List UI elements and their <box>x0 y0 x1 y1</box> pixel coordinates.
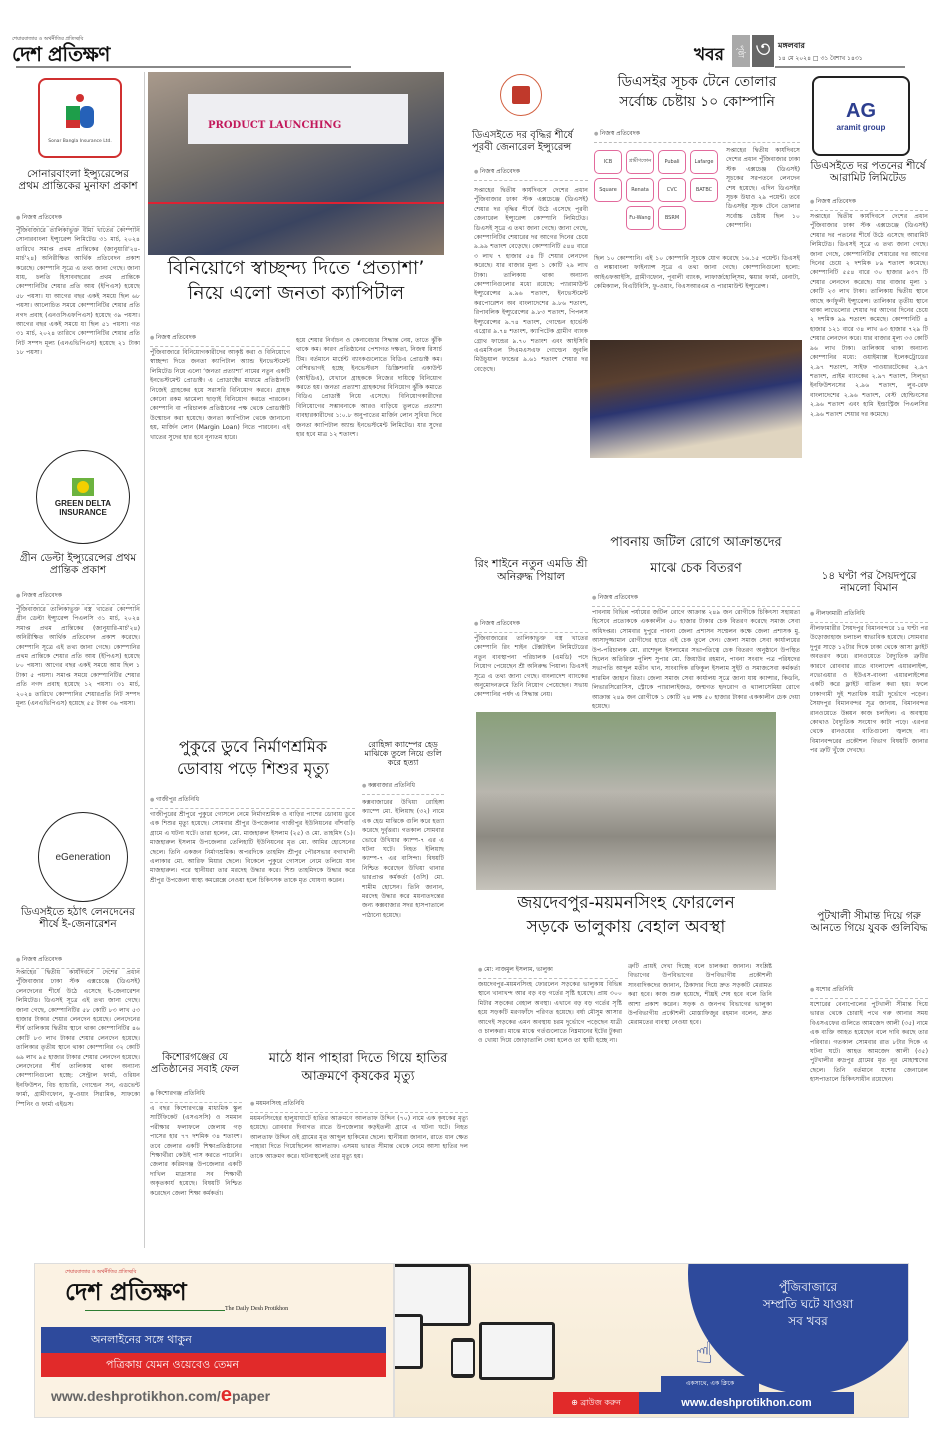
company-logo-tile: Renata <box>626 178 654 202</box>
egeneration-byline: ● নিজস্ব প্রতিবেদক <box>16 954 140 969</box>
joydevpur-body-col2: ত্রুটি প্রায়ই দেখা দিচ্ছে বলে চালকরা জানান। সংশ্লিষ্ট বিভাগের উপবিভাগের উপবিভাগীয় প্রকৌশলী সাংবাদিকদের জানান, ঠিকাদার দিয়ে দ্রুত সড়কটি মেরামত করা হবে। কাজ শুরু হয়েছে, শীঘ্রই শেষ হবে বলে তিনি আশা প্রকাশ করেন। সড়ক ও জনপথ বিভাগের ভালুকা উপবিভাগীয় প্রকৌশলী মোস্তাফিজুর রহমান বলেন, দ্রুত মেরামতের ব্যবস্থা নেওয়া হবে। <box>628 963 772 1027</box>
elephant-headline-2[interactable]: আক্রমণে কৃষকের মৃত্যু <box>301 1069 415 1084</box>
pond-headline-1[interactable]: পুকুরে ডুবে নির্মাণশ্রমিক <box>178 737 328 756</box>
aramit-headline[interactable]: ডিএসইতে দর পতনের শীর্ষে আরামিট লিমিটেড <box>810 160 926 185</box>
pond-byline: ● গাজীপুর প্রতিনিধি <box>150 794 355 809</box>
news-circle <box>688 1263 909 1394</box>
janata-capital-byline: ● নিজস্ব প্রতিবেদক <box>150 332 290 347</box>
saidpur-body: নীলফামারীর সৈয়দপুর বিমানবন্দরে ১৪ ঘণ্টা পর উড়োজাহাজ চলাচল স্বাভাবিক হয়েছে। সোমবার দুপুর সাড়ে ১২টার দিকে ঢাকা থেকে আসা ফ্লাইট অবতরণ করে। রানওয়েতে বৈদ্যুতিক ত্রুটির কারণে রোববার রাতে বাংলাদেশ এয়ারলাইন্স, নভোএয়ার ও ইউএস-বাংলা এয়ারলাইন্সের একটি করে ফ্লাইট বাতিল করা হয়। ফলে ঢাকাগামী দুই শতাধিক যাত্রী দুর্ভোগে পড়েন। সৈয়দপুর বিমানবন্দর সূত্র জানায়, বিমানবন্দর রানওয়েতে উন্নয়ন কাজ চলছিল। এ অবস্থায় কোথাও বৈদ্যুতিক সংযোগ কাটা পড়ে। এরপর থেকে রানওয়ের বাতিগুলো জ্বলছে না। বিমানবন্দরের প্রকৌশল বিভাগ বিষয়টি জানার পর ত্রুটি খুঁজে দেখছে। <box>810 625 928 755</box>
rohingya-byline: ● কক্সবাজার প্রতিনিধি <box>362 780 444 795</box>
green-delta-headline[interactable]: গ্রীন ডেল্টা ইন্স্যুরেন্সের প্রথম প্রান্তিক প্রকাশ <box>19 552 137 577</box>
company-logo-tile: গ্রামীণফোন <box>626 150 654 174</box>
rohingya-headline[interactable]: রোহিঙ্গা ক্যাম্পের হেড মাঝিকে তুলে নিয়ে গুলি করে হত্যা <box>364 740 442 768</box>
road-photo <box>476 712 776 890</box>
company-logo-tile: Lafarge <box>690 150 718 174</box>
dse-top10-headline-2[interactable]: সর্বোচ্চ চেষ্টায় ১০ কোম্পানি <box>619 94 775 110</box>
ad-band-online: অনলাইনের সঙ্গে থাকুন <box>41 1327 386 1353</box>
column-divider <box>144 72 145 1248</box>
circle-text-1: পুঁজিবাজারে <box>778 1280 838 1294</box>
purabi-headline[interactable]: ডিএসইতে দর বৃদ্ধির শীর্ষে পূরবী জেনারেল ইন্স্যুরেন্স <box>472 130 574 153</box>
kishoreganj-body: এ বছর কিশোরগঞ্জে মাধ্যমিক স্কুল সার্টিফিকেট (এসএসসি) ও সমমান পরীক্ষার ফলাফলে জেলায় গড় পাসের হার ৭৭ দশমিক ৩৪ শতাংশ। তবে জেলার একটি শিক্ষাপ্রতিষ্ঠানের শিক্ষার্থীরা কেউই পাস করতে পারেনি। জেলার করিমগঞ্জ উপজেলার একটি দাখিল মাদ্রাসার সব শিক্ষার্থী অকৃতকার্য হয়েছে। বিষয়টি নিশ্চিত করেছেন জেলা শিক্ষা কর্মকর্তা। <box>150 1105 242 1197</box>
aramit-body: সপ্তাহের দ্বিতীয় কার্যদিবসে দেশের প্রধান পুঁজিবাজার ঢাকা স্টক এক্সচেঞ্জে (ডিএসই) শেয়ার দর পতনের শীর্ষে উঠে এসেছে আরামিট লিমিটেড। ডিএসই সূত্রে এ তথ্য জানা গেছে। জানা গেছে, কোম্পানিটির শেয়ারের দর আগের দিনের চেয়ে ২ দশমিক ৮৯ শতাংশ কমেছে। কোম্পানিটি ৫৫৪ বারে ৩০ হাজার ৯৩৭ টি শেয়ার লেনদেন করেছে। যার বাজার মূল্য ১ কোটি ২৩ লাখ টাকা। তালিকায় দ্বিতীয় স্থানে আছে কর্ণফুলী ইন্স্যুরেন্স। তালিকার তৃতীয় স্থানে থাকা লাভেলোর শেয়ার দর আগের দিনের চেয়ে ২ দশমিক ৯৯ শতাংশ কমেছে। কোম্পানিটি ৪ হাজার ১২১ বারে ৩৪ লাখ ৬৩ হাজার ৭২৯ টি শেয়ার লেনদেন করে। যার বাজার মূল্য ৩৩ কোটি ৯৬ লাখ টাকা। তালিকায় থাকা অন্যান্য কোম্পানির মধ্যে: ওয়াইম্যাক্স ইলেকট্রোডের ২.৯৭ শতাংশ, সাইফ পাওয়ারটেকের ২.৯৭ শতাংশ, প্রাইম ব্যাংকের ২.৯৭ শতাংশ, সিল্ভা ইনফিউশনসের ২.৯৬ শতাংশ, লুব-রেফ বাংলাদেশের ২.৯৬ শতাংশ, বেস্ট হোল্ডিংসের ২.৯৬ শতাংশ এবং হামি ইন্ডাস্ট্রিজ পিএলসির ২.৯৬ শতাংশ শেয়ার দর কমেছে। <box>810 213 928 418</box>
ad-band-web: পত্রিকায় যেমন ওয়েবেও তেমন <box>41 1353 386 1377</box>
janata-capital-body-col2: হয়ে শেয়ার নির্বাচন ও কেনাবেচার সিদ্ধান্ত নেয়, তাতে ঝুঁকি থাকে কম। কারণ প্রতিষ্ঠানের পেশাগত দক্ষতা, নিজস্ব রিসার্চ টিম। বর্তমানে মার্চেন্ট ব্যাংকগুলোতে বিডিএ প্রোডাক্ট কম। বেশিরভাগই হচ্ছে ইনভেস্টরস ডিস্ক্রিশনারি একাউন্ট (আইডিএ), যেখানে গ্রাহককে নিজের দায়িত্বে বিনিয়োগ করতে হয়। জনতা প্রত্যাশা গ্রাহকদের বিনিয়োগ ঝুঁকি কমাতে বিডিএ প্রোডাক্ট নিয়ে এসেছে। বিনিয়োগকারীদের বিনিয়োগের সম্ভাবনাকে আরও বাড়িয়ে তুলতে প্রত্যাশা ব্যবহারকারীদের ১:০.৮ অনুপাতের মার্জিন লোন সুবিধা দিবে জনতা ক্যাপিটাল অ্যান্ড ইনভেস্টমেন্ট লিমিটেড। যার সুদের হার হবে মাত্র ১২ শতাংশ। <box>296 337 442 439</box>
ad-english-name: The Daily Desh Protikhon <box>225 1306 289 1312</box>
section-label: খবর <box>694 45 724 65</box>
company-logo-tile: ICB <box>594 150 622 174</box>
hand-pointer-icon: ☝ <box>695 1336 714 1371</box>
sonar-bangla-body: পুঁজিবাজারে তালিকাভুক্ত বীমা খাতের কোম্পানি সোনারবাংলা ইন্স্যুরেন্স লিমিটেড ৩১ মার্চ, ২০২৪ তারিখে সমাপ্ত প্রথম প্রান্তিকের (জানুয়ারি'২৪-মার্চ'২৪) অনিরীক্ষিত আর্থিক প্রতিবেদন প্রকাশ করেছে। কোম্পানি সূত্রে এ তথ্য জানা গেছে। জানা যায়, চলতি হিসাববছরের প্রথম প্রান্তিকে কোম্পানিটির শেয়ার প্রতি আয় (ইপিএস) হয়েছে ৫৮ পয়সা। যা আগের বছর একই সময়ে ছিল ৬৮ পয়সা। আলোচিত সময়ে কোম্পানিটির শেয়ার প্রতি নগদ প্রবাহ (এনওসিএফপিএস) হয়েছে ৩৯ পয়সা। আগের বছর একই সময়ে যা ছিল ৫১ পয়সা। গত ৩১ মার্চ, ২০২৪ তারিখে কোম্পানিটির শেয়ার প্রতি নিট সম্পদ মূল্য (এনএভিপিএস) হয়েছে ২১ টাকা ১৮ পয়সা। <box>16 227 140 357</box>
putkhali-byline: ● যশোর প্রতিনিধি <box>810 984 928 999</box>
circle-text-3: সব খবর <box>788 1314 828 1328</box>
dse-top10-body-side: সপ্তাহের দ্বিতীয় কার্যদিবসে দেশের প্রধান পুঁজিবাজার ঢাকা স্টক এক্সচেঞ্জ (ডিএসই) সূচকের সরপতনে লেনদেন শেষ হয়েছে। এদিন ডিএসইর সূচক উধাও ২৯ পয়েন্ট। তবে ডিএসইর সূচক টেনে তোলার সর্বোচ্চ চেষ্টায় ছিল ১০ কোম্পানি। <box>726 147 800 230</box>
sonar-bangla-byline: ● নিজস্ব প্রতিবেদক <box>16 212 140 227</box>
janata-capital-headline-1[interactable]: বিনিয়োগে স্বাচ্ছন্দ্য দিতে ‘প্রত্যাশা’ <box>167 257 425 279</box>
epaper-url-prefix: www.deshprotikhon.com/ <box>51 1388 221 1404</box>
egeneration-logo <box>38 812 128 902</box>
elephant-body: ময়মনসিংহের হালুয়াঘাটে হাতির আক্রমণে আলতাফ উদ্দিন (৭০) নামে এক কৃষকের মৃত্যু হয়েছে। রোববার দিবাগত রাতে উপজেলার কড়ইতলী গ্রামে এ ঘটনা ঘটে। নিহত আলতাফ উদ্দিন ওই গ্রামের মৃত আব্দুল হাকিমের ছেলে। স্থানীয়রা জানান, রাতে ধান ক্ষেত পাহারা দিতে গিয়েছিলেন আলতাফ। এসময় ভারত সীমান্ত থেকে নেমে আসা হাতির দল তাকে আক্রমণ করে। ঘটনাস্থলেই তার মৃত্যু হয়। <box>250 1115 468 1160</box>
epaper-url-suffix: paper <box>231 1388 271 1404</box>
tablet-icon <box>394 1314 423 1369</box>
header-date: ১৪ মে ২০২৪ □ ৩১ বৈশাখ ১৪৩১ <box>778 55 863 62</box>
kishoreganj-byline: ● কিশোরগঞ্জ প্রতিনিধি <box>150 1088 242 1103</box>
newspaper-logo[interactable]: দেশ প্রতিক্ষণ <box>12 42 110 66</box>
phone-icon <box>451 1338 475 1378</box>
janata-capital-headline-2[interactable]: নিয়ে এলো জনতা ক্যাপিটাল <box>187 282 405 304</box>
circle-text-2: সম্প্রতি ঘটে যাওয়া <box>762 1297 854 1311</box>
browse-label: ব্রাউজ করুন <box>580 1398 621 1407</box>
dse-top10-byline: ● নিজস্ব প্রতিবেদক <box>594 128 800 143</box>
green-delta-body: পুঁজিবাজারে তালিকাভুক্ত বস্ত্র খাতের কোম্পানি গ্রীন ডেল্টা ইন্স্যুরেন্স পিএলসি ৩১ মার্চ, ২০২৪ সমাপ্ত প্রথম প্রান্তিকের (জানুয়ারি-মার্চ'২৪) অনিরীক্ষিত আর্থিক প্রতিবেদন প্রকাশ করেছে। কোম্পানি সূত্রে এই তথ্য জানা গেছে। কোম্পানির প্রথম প্রান্তিকে শেয়ার প্রতি আয় (ইপিএস) হয়েছে ৮০ পয়সা। আগের বছর একই সময়ে আয় ছিল ১ টাকা ৫ পয়সা। সমাপ্ত সময়ে কোম্পানিটির শেয়ার প্রতি নগদ প্রবাহ হয়েছে ১২ পয়সা। ৩১ মার্চ, ২০২৪ তারিখে কোম্পানির শেয়ারপ্রতি নিট সম্পদ মূল্য (এনএভিপিএস) হয়েছে ৫৫ টাকা ৩৬ পয়সা। <box>16 606 140 708</box>
green-delta-mark-icon <box>72 478 94 496</box>
company-logo-tile: BATBC <box>690 178 718 202</box>
laptop-icon <box>479 1322 555 1380</box>
company-logo-tile: Square <box>594 178 622 202</box>
header-day: মঙ্গলবার <box>778 41 805 50</box>
dse-top10-logo-grid <box>594 150 718 230</box>
sonar-bangla-headline[interactable]: সোনারবাংলা ইন্স্যুরেন্সের প্রথম প্রান্তিকের মুনাফা প্রকাশ <box>18 168 138 193</box>
ad-logo: দেশ প্রতিক্ষণ <box>65 1277 187 1306</box>
epaper-url-e: e <box>220 1384 232 1406</box>
page-label: পৃষ্ঠা <box>732 35 750 67</box>
pabna-photo <box>590 340 802 458</box>
kishoreganj-headline[interactable]: কিশোরগঞ্জের যে প্রতিষ্ঠানের সবাই ফেল <box>150 1052 240 1075</box>
purabi-logo-mark-icon <box>512 86 530 104</box>
egeneration-headline[interactable]: ডিএসইতে হঠাৎ লেনদেনের শীর্ষে ই-জেনারেশন <box>20 906 136 931</box>
aramit-logo <box>812 76 910 156</box>
masthead-tagline: শেয়ারবাজার ও অর্থনীতির প্রতিচ্ছবি <box>12 36 84 42</box>
epaper-url[interactable] <box>51 1384 270 1407</box>
dse-top10-body: ছিল ১০ কোম্পানি। এই ১০ কোম্পানি সূচকে যোগ করেছে ১৬.১৫ পয়েন্ট। ডিএসই ও লঙ্কাবাংলা ফাইন্যান্স সূত্রে এ তথ্য জানা গেছে। কোম্পানিগুলো হলো: আইএফআইসি, গ্রামীণফোন, পূবালী ব্যাংক, লাফার্জহোল্সিম, স্কয়ার ফার্মা, রেনাটা, কেমিক্যাল, বিএটিবিসি, ফু-ওয়াং, বিএসআরএম ও পারামাউন্ট ইন্স্যুরেন্স। <box>594 255 800 291</box>
janata-capital-body-col1: পুঁজিবাজারে বিনিয়োগকারীদের আকৃষ্ট করা ও বিনিয়োগে স্বাচ্ছন্দ্য দিতে জনতা ক্যাপিটাল অ্যান্ড ইনভেস্টমেন্ট লিমিটেড নিয়ে এলো ‘জনতা প্রত্যাশা’ নামের নতুন একটি ইনভেস্টমেন্ট প্রোডাক্ট। এ প্রোডাক্টের মাধ্যমে প্রতিষ্ঠানটি নিজেই গ্রাহকের হয়ে সরাসরি বিনিয়োগ করবে। গ্রাহক কোনো রকম ঝামেলা ছাড়াই বিনিয়োগ করতে পারবেন। কোম্পানি বা পরিচালক প্রতিষ্ঠানের পক্ষ থেকে প্রোডাক্টটি উন্মোচন করা হয়েছে। জনতা ক্যাপিটাল থেকে জানানো হয়, মার্জিন লোন (Margin Loan) নিতে পারবেন। এই খাতের সুদের হার হবে নূন্যতম হারে। <box>150 349 290 441</box>
putkhali-headline[interactable]: পুটখালী সীমান্ত দিয়ে গরু আনতে গিয়ে যুবক গুলিবিদ্ধ <box>810 910 928 935</box>
putkhali-body: যশোরের বেনাপোলের পুটখালী সীমান্ত দিয়ে ভারত থেকে চোরাই পথে গরু আনার সময় বিএসএফের গুলিতে আমজেদ আলী (৩৫) নামে এক ব্যক্তি আহত হয়েছেন বলে দাবি করছে তার পরিবার। গতকাল সোমবার রাত ৮টার দিকে এ ঘটনা ঘটে। আহত আমজেদ আলী (৩৫) পুটখালীর রুদ্রপুর গ্রামের মৃত নূর মোহাম্মদের ছেলে। তিনি বর্তমানে যশোর জেনারেল হাসপাতালে চিকিৎসাধীন রয়েছেন। <box>810 1001 928 1084</box>
sonar-bangla-logo-caption: Sonar Bangla Insurance Ltd. <box>48 139 112 144</box>
pabna-headline-1[interactable]: পাবনায় জটিল রোগে আক্রান্তদের <box>610 535 782 550</box>
sib-logo-icon <box>60 92 100 136</box>
ad-right-tagline: একসাথে, এক ক্লিকে <box>661 1376 759 1392</box>
company-logo-tile: Fu-Wang <box>626 206 654 230</box>
green-delta-logo-line1: GREEN DELTA <box>54 498 112 508</box>
company-logo-tile: BSRM <box>658 206 686 230</box>
joydevpur-headline-1[interactable]: জয়দেবপুর-ময়মনসিংহ ফোরলেন <box>517 893 735 913</box>
aramit-byline: ● নিজস্ব প্রতিবেদক <box>810 196 928 211</box>
sonar-bangla-logo <box>38 78 122 158</box>
pond-headline-2[interactable]: ডোবায় পড়ে শিশুর মৃত্যু <box>177 759 329 778</box>
purabi-body: সপ্তাহের দ্বিতীয় কার্যদিবসে দেশের প্রধান পুঁজিবাজার ঢাকা স্টক এক্সচেঞ্জে (ডিএসই) শেয়ার দর বৃদ্ধির শীর্ষে উঠে এসেছে পূরবী জেনারেল ইন্স্যুরেন্স কোম্পানি লিমিটেড। ডিএসই সূত্রে এ তথ্য জানা গেছে। জানা গেছে, কোম্পানিটির শেয়ারের দর আগের দিনের চেয়ে ৯.৯৯ শতাংশ বেড়েছে। কোম্পানিটি ৫৪৪ বারে ৩ লাখ ৭ হাজার ৫৪ টি শেয়ার লেনদেন করেছে। যার বাজার মূল্য ১ কোটি ২৯ লাখ টাকা। তালিকায় থাকা অন্যান্য কোম্পানিগুলোর মধ্যে রয়েছে: প্যারামাউন্ট ইন্স্যুরেন্সের ৯.৯৬ শতাংশ, ইনভেস্টমেন্ট করপোরেশন অব বাংলাদেশের ৯.৮৬ শতাংশ, রিপাবলিক ইন্স্যুরেন্সের ৯.৮৩ শতাংশ, পিপলস ইন্স্যুরেন্সের ৯.৭৪ শতাংশ, গোল্ডেন হার্ভেস্ট এগ্রোর ৯.৭৪ শতাংশ, ক্যাপিটেক গ্রামীণ ব্যাংক গ্রোথ ফান্ডের ৯.৭০ শতাংশ এবং আইসিবি এএমসিএল সিএমএসএফ গোল্ডেন জুবলি মিউচুয়াল ফান্ডের ৯.৬১ শতাংশ শেয়ার দর বেড়েছে। <box>474 187 588 373</box>
ring-shine-headline[interactable]: রিং শাইনে নতুন এমডি শ্রী অনিরুদ্ধ পিয়াল <box>474 557 588 583</box>
dse-top10-headline-1[interactable]: ডিএসইর সূচক টেনে তোলার <box>617 74 777 90</box>
pabna-headline-2[interactable]: মাঝে চেক বিতরণ <box>650 561 742 576</box>
egeneration-body: সপ্তাহের দ্বিতীয় কার্যদিবসে দেশের প্রধান পুঁজিবাজার ঢাকা স্টক এক্সচেঞ্জে (ডিএসই) লেনদেনের শীর্ষে উঠে এসেছে ই-জেনারেশন লিমিটেড। ডিএসই সূত্রে এই তথ্য জানা গেছে। জানা গেছে, কোম্পানিটির ৫৮ কোটি ৮৩ লাখ ৫৩ হাজার টাকার শেয়ার লেনদেন হয়েছে। লেনদেনের শীর্ষ তালিকায় দ্বিতীয় স্থানে থাকা কোম্পানিটির ৪৬ কোটি ৮৩ লাখ টাকার শেয়ার লেনদেন হয়েছে। তালিকার তৃতীয় স্থানে থাকা কোম্পানির ৩২ কোটি ৬৯ লাখ ৯৫ হাজার টাকার শেয়ার লেনদেন হয়েছে। লেনদেনের শীর্ষ তালিকায় থাকা অন্যান্য কোম্পানিগুলো হচ্ছে: সেন্ট্রাল ফার্মা, ওরিয়ন ইনফিউশন, বিচ হ্যাচারি, গোল্ডেন সন, এডভেন্ট ফার্মা, গ্রামীণফোন, ফু-ওয়াং সিরামিক, সাফকো স্পিনিং ও ফার্মা এইডস। <box>16 969 140 1108</box>
pabna-body: পাবনায় বিভিন্ন পর্যায়ের জটিল রোগে আক্রান্ত ২৪৯ জন রোগীকে চিকিৎসা সহায়তা হিসেবে প্রত্যেককে এককালীন ৫০ হাজার টাকার চেক বিতরণ করেছে সমাজ সেবা অধিদপ্তর। সোমবার দুপুরে পাবনা জেলা প্রশাসন সম্মেলন কক্ষে জেলা প্রশাসক মু. আসাদুজ্জামান রোগীদের হাতে এই চেক তুলে দেন। জেলা সমাজ সেবা কার্যালয়ের উপ-পরিচালক মো. রাশেদুল ইসলামের সভাপতিত্বে চেক বিতরণ অনুষ্ঠানে উপস্থিত ছিলেন অতিরিক্ত পুলিশ সুপার মো. জিয়াউর রহমান, পাবনা সংবাদ পত্র পরিষদের সভাপতি আব্দুল মতীন খান, সাংবাদিক রফিকুল ইসলাম সুইট ও সমাজসেবা কর্মকর্তা শারমিন জাহান রিতা। জেলা সমাজ সেবা কার্যালয় সূত্রে জানা যায় ক্যান্সার, কিডনি, লিভারসিরোসিস, স্ট্রোকে প্যারালাইজড, জন্মগত হৃদরোগ ও থ্যালাসেমিয়া রোগে আক্রান্ত ২৪৯ জন রোগীকে ১ কোটি ২৪ লক্ষ ৫০ হাজার টাকার এককালীন চেক দেয়া হয়েছে। <box>592 609 800 711</box>
ring-shine-body: পুঁজিবাজারের তালিকাভুক্ত বস্ত্র খাতের কোম্পানি রিং শাইন টেক্সটাইল লিমিটেডের নতুন ব্যবস্থাপনা পরিচালক (এমডি) পদে নিয়োগ পেয়েছেন শ্রী অনিরুদ্ধ পিয়াল। ডিএসই সূত্রে এ তথ্য জানা গেছে। বাংলাদেশ ব্যাংকের অনুমোদনক্রমে তিনি নিয়োগ পেয়েছেন। সভায় কোম্পানির পর্ষদ এ সিদ্ধান্ত নেয়। <box>474 635 588 699</box>
green-delta-logo <box>36 450 130 544</box>
company-logo-tile: CVC <box>658 178 686 202</box>
green-delta-byline: ● নিজস্ব প্রতিবেদক <box>16 590 140 605</box>
aramit-logo-text: aramit group <box>836 123 886 132</box>
header-rule <box>16 66 351 68</box>
purabi-logo <box>500 74 542 116</box>
joydevpur-byline: ● মো: নাজমুল ইসলাম, ভালুকা <box>478 964 618 979</box>
website-url[interactable]: www.deshprotikhon.com <box>639 1392 854 1414</box>
janata-capital-photo <box>148 72 444 255</box>
browse-button[interactable] <box>553 1392 639 1414</box>
header-rule-right <box>775 66 905 68</box>
rohingya-body: কক্সবাজারের উখিয়া রোহিঙ্গা ক্যাম্পে মো. ইলিয়াছ (৩২) নামে এক হেড মাঝিকে গুলি করে হত্যা করেছে দুর্বৃত্তরা। গতকাল সোমবার ভোরে উখিয়ার ক্যাম্প-৭ এর এ ঘটনা ঘটে। নিহত ইলিয়াছ ক্যাম্প-৭ এর বাসিন্দা। বিষয়টি নিশ্চিত করেছেন উখিয়া থানার ভারপ্রাপ্ত কর্মকর্তা (ওসি) মো. শামীম হোসেন। তিনি জানান, মরদেহ উদ্ধার করে ময়নাতদন্তের জন্য কক্সবাজার সদর হাসপাতালে পাঠানো হয়েছে। <box>362 799 444 919</box>
globe-icon: ⊕ <box>571 1398 581 1407</box>
elephant-byline: ● ময়মনসিংহ প্রতিনিধি <box>250 1098 468 1113</box>
ring-shine-byline: ● নিজস্ব প্রতিবেদক <box>474 618 588 633</box>
company-logo-tile: Pubali <box>658 150 686 174</box>
pond-body: গাজীপুরের শ্রীপুরে পুকুরে গোসলে নেমে নির্মাণশ্রমিক ও বাড়ির পাশের ডোবায় ডুবে এক শিশুর মৃত্যু হয়েছে। সোমবার শ্রীপুর উপজেলার গাজীপুর ইউনিয়নের বাঁশবাড়ি গ্রামে এ ঘটনা ঘটে। তারা হলেন, মো. মাজহারুল ইসলাম (২৫) ও মো. তাহমিদ (১)। মাজহারুল ইসলাম উপজেলার তেলিহাটি ইউনিয়নের মৃত মো. আমির হোসেনের ছেলে। তিনি একজন নির্মাণশ্রমিক। অপরদিকে তাহমিদ শ্রীপুর পৌরসভার বগাখালী এলাকার মো. আরিফ মিয়ার ছেলে। বিকেলে পুকুরে গোসলে নেমে তলিয়ে যান মাজহারুল। পরে স্থানীয়রা তার মরদেহ উদ্ধার করে। শিশু তাহমিদকে উদ্ধার করে শ্রীপুর উপজেলা স্বাস্থ্য কমপ্লেক্সে নেওয়া হলে চিকিৎসক তাকে মৃত ঘোষণা করেন। <box>150 811 355 884</box>
joydevpur-body-col1: জয়দেবপুর-ময়মনসিংহ ফোরলেন সড়কের ভালুকায় বিভিন্ন স্থানে খানাখন্দ আর বড় বড় গর্তের সৃষ্টি হয়েছে। প্রায় ৩০০ মিটার সড়কের বেহাল অবস্থা। এখানে বড় বড় গর্তের সৃষ্টি হয়ে সড়কটি মরণফাঁদে পরিণত হয়েছে। বর্ষা মৌসুম আসার আগেই সড়কের এমন অবস্থায় চরম দুর্ভোগে পড়েছেন যাত্রী ও চালকরা। মাঝে মাঝে গর্তগুলোতে নিম্নমানের ইটের টুকরা ও খোয়া দিয়ে জোড়াতালি দেয়া হলেও তা স্থায়ী হচ্ছে না। <box>478 981 622 1045</box>
elephant-headline-1[interactable]: মাঠে ধান পাহারা দিতে গিয়ে হাতির <box>268 1051 448 1066</box>
joydevpur-headline-2[interactable]: সড়কে ভালুকায় বেহাল অবস্থা <box>526 917 726 937</box>
website-ad[interactable] <box>394 1263 909 1418</box>
pabna-byline: ● নিজস্ব প্রতিবেদক <box>592 592 800 607</box>
egeneration-logo-text: eGeneration <box>55 851 111 863</box>
aramit-mark-icon: AG <box>846 100 876 122</box>
epaper-ad[interactable] <box>34 1263 394 1418</box>
purabi-byline: ● নিজস্ব প্রতিবেদক <box>474 166 588 181</box>
page-number: ৩ <box>752 35 774 67</box>
saidpur-headline[interactable]: ১৪ ঘণ্টা পর সৈয়দপুরে নামলো বিমান <box>821 570 917 595</box>
ad-tagline: শেয়ারবাজার ও অর্থনীতির প্রতিচ্ছবি <box>65 1269 137 1275</box>
photo-banner-text: PRODUCT LAUNCHING <box>208 120 342 131</box>
green-delta-logo-line2: INSURANCE <box>59 507 107 517</box>
saidpur-byline: ● নীলফামারী প্রতিনিধি <box>810 608 928 623</box>
